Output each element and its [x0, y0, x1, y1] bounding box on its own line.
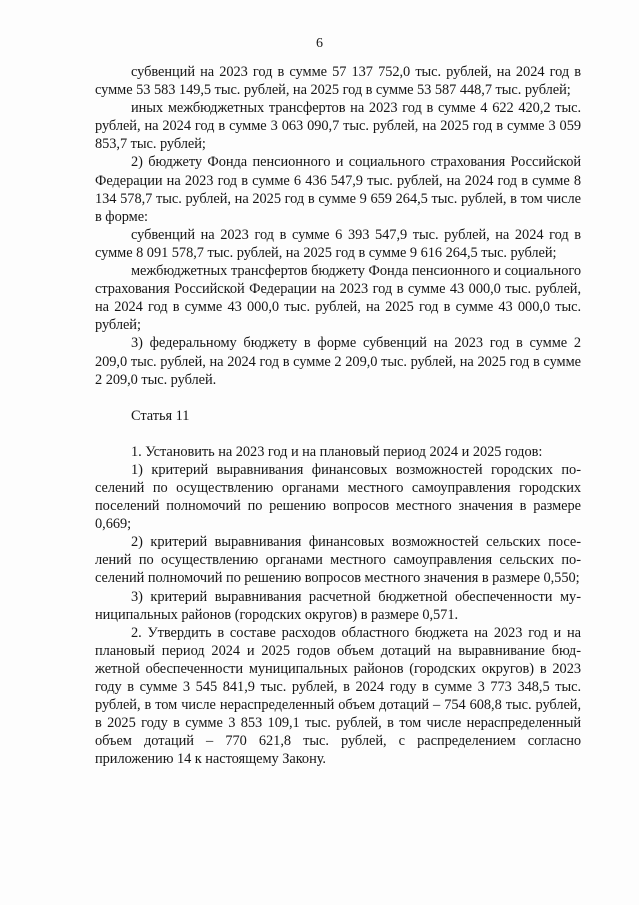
paragraph: иных межбюджетных трансфертов на 2023 год в сумме 4 622 420,2 тыс. рублей, на 2024 год в сумме 3 063 090,7 тыс. рублей, на 2025 год в сумме 3 059 853,7 тыс. рублей; [95, 100, 581, 153]
article-paragraph: 1. Установить на 2023 год и на плановый период 2024 и 2025 годов: [131, 443, 543, 460]
paragraph: 2) бюджету Фонда пенсионного и социального страхования Российской Федерации на 2023 год в сумме 6 436 547,9 тыс. рублей, на 2024 год в сумме 8 134 578,7 тыс. рублей, на 2025 год в сумме 9 659 264,5 тыс. рублей, в том числе в форме: [95, 154, 581, 225]
article-paragraph: 3) критерий выравнивания расчетной бюджетной обеспеченности муниципальных районов (городских округов) в размере 0,571. [95, 588, 581, 623]
page-number: 6 [316, 36, 323, 51]
article-paragraph: 1) критерий выравнивания финансовых возможностей городских поселений по осуществлению органами местного самоуправления городских поселений полномочий по решению вопросов местного значения в размере 0,669; [95, 461, 581, 533]
paragraph: субвенций на 2023 год в сумме 6 393 547,9 тыс. рублей, на 2024 год в сумме 8 091 578,7 тыс. рублей, на 2025 год в сумме 9 616 264,5 тыс. рублей; [95, 226, 581, 261]
article-paragraph: 2) критерий выравнивания финансовых возможностей сельских поселений по осуществлению органами местного самоуправления сельских поселений полномочий по решению вопросов местного значения в размере 0,550; [95, 534, 581, 587]
document-body [95, 63, 581, 768]
paragraph: субвенций на 2023 год в сумме 57 137 752,0 тыс. рублей, на 2024 год в сумме 53 583 149,5 тыс. рублей, на 2025 год в сумме 53 587 448,7 тыс. рублей; [95, 64, 581, 99]
paragraph: межбюджетных трансфертов бюджету Фонда пенсионного и социального страхования Российской Федерации на 2023 год в сумме 43 000,0 тыс. рублей, на 2024 год в сумме 43 000,0 тыс. рублей, на 2025 год в сумме 43 000,0 тыс. рублей; [95, 263, 581, 334]
paragraph: 3) федеральному бюджету в форме субвенций на 2023 год в сумме 2 209,0 тыс. рублей, на 2024 год в сумме 2 209,0 тыс. рублей, на 2025 год в сумме 2 209,0 тыс. рублей. [95, 335, 581, 388]
article-title: Статья 11 [131, 407, 190, 424]
article-paragraph: 2. Утвердить в составе расходов областного бюджета на 2023 год и на плановый период 2024 и 2025 годов объем дотаций на выравнивание бюджетной обеспеченности муниципальных районов (городских округов) в 2023 году в сумме 3 545 841,9 тыс. рублей, в 2024 году в сумме 3 773 348,5 тыс. рублей, в том числе нераспределенный объем дотаций – 754 608,8 тыс. рублей, в 2025 году в сумме 3 853 109,1 тыс. рублей, в том числе нераспределенный объем дотаций – 770 621,8 тыс. рублей, с распределением согласно приложению 14 к настоящему Закону. [95, 624, 581, 768]
